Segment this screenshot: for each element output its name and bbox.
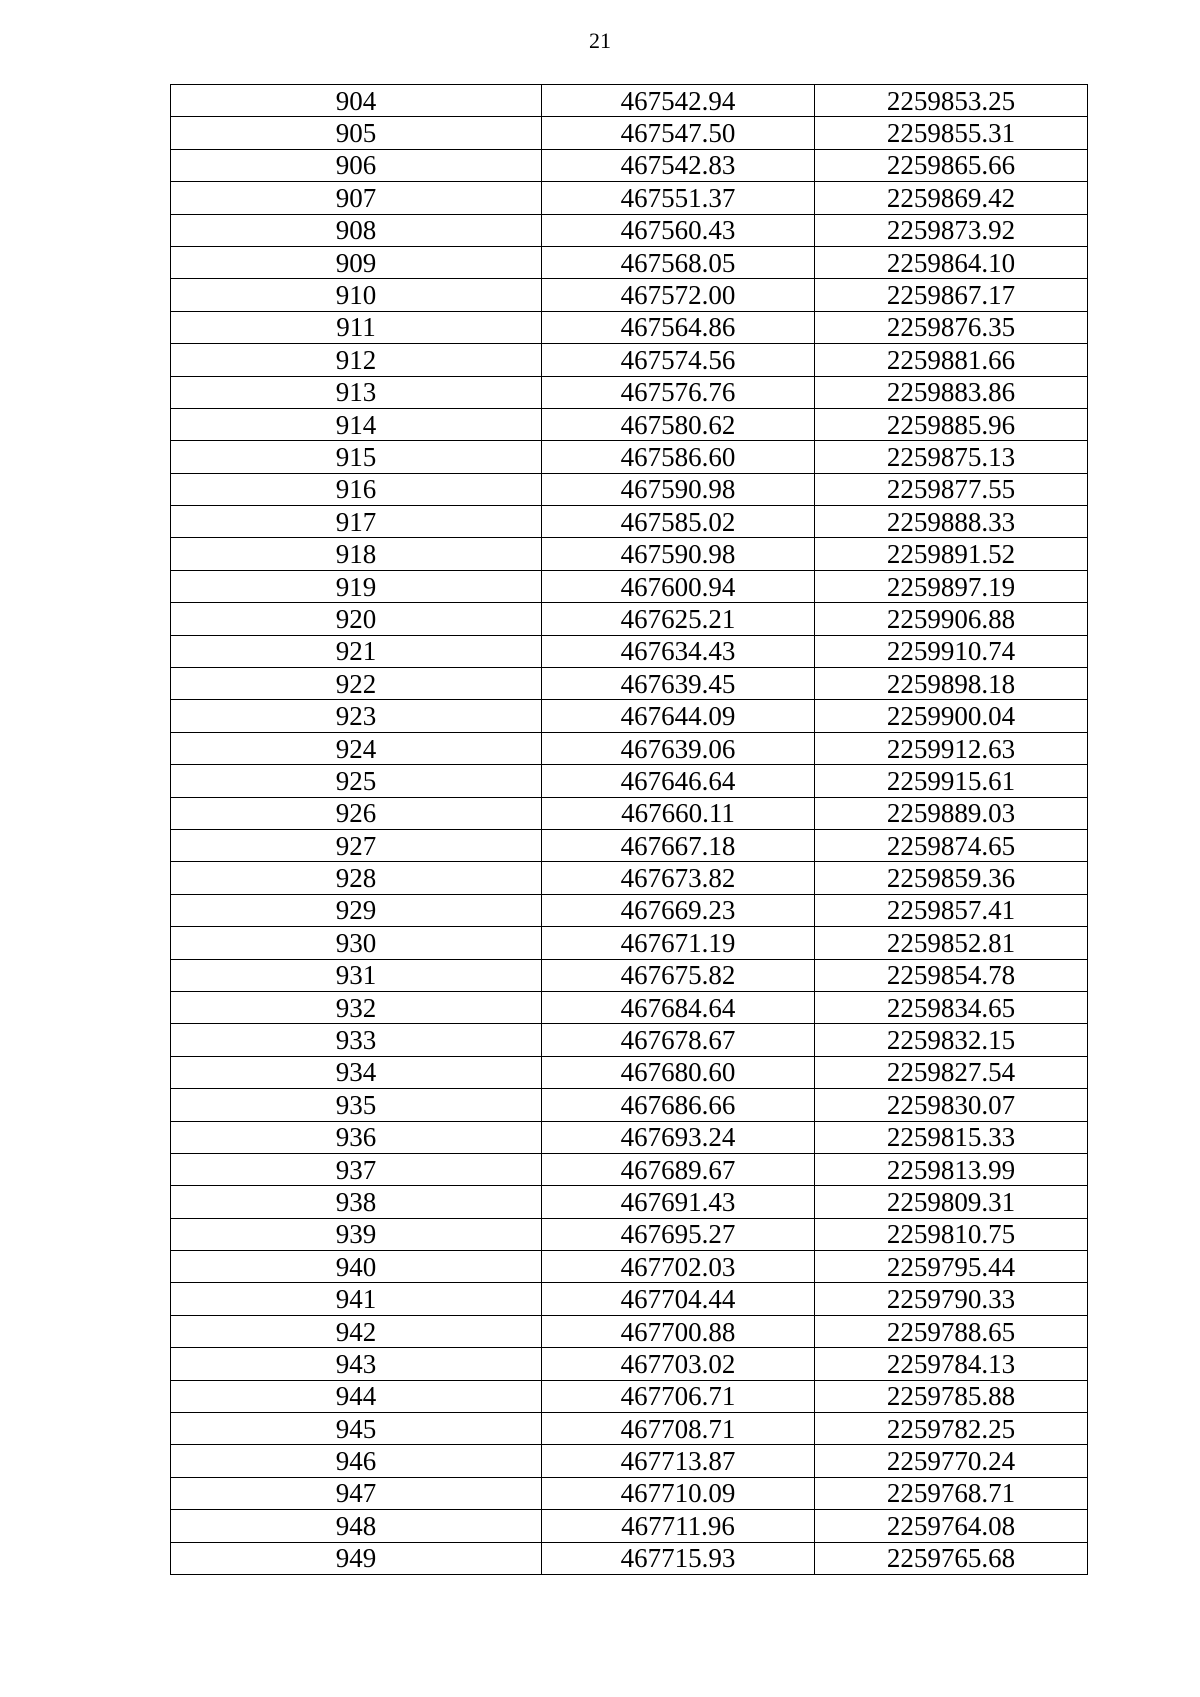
x-coordinate-cell: 467713.87 [542, 1445, 815, 1477]
table-row [171, 927, 1088, 959]
point-number-cell: 924 [171, 732, 542, 764]
point-number-cell: 907 [171, 182, 542, 214]
y-coordinate-cell: 2259764.08 [815, 1510, 1088, 1542]
x-coordinate-cell: 467703.02 [542, 1348, 815, 1380]
x-coordinate-cell: 467691.43 [542, 1186, 815, 1218]
x-coordinate-cell: 467684.64 [542, 991, 815, 1023]
x-coordinate-cell: 467590.98 [542, 538, 815, 570]
x-coordinate-cell: 467646.64 [542, 765, 815, 797]
table-row [171, 1283, 1088, 1315]
y-coordinate-cell: 2259857.41 [815, 894, 1088, 926]
x-coordinate-cell: 467667.18 [542, 829, 815, 861]
point-number-cell: 925 [171, 765, 542, 797]
point-number-cell: 920 [171, 603, 542, 635]
point-number-cell: 929 [171, 894, 542, 926]
point-number-cell: 904 [171, 85, 542, 117]
table-row [171, 570, 1088, 602]
table-row [171, 862, 1088, 894]
point-number-cell: 945 [171, 1413, 542, 1445]
x-coordinate-cell: 467693.24 [542, 1121, 815, 1153]
point-number-cell: 910 [171, 279, 542, 311]
y-coordinate-cell: 2259813.99 [815, 1153, 1088, 1185]
point-number-cell: 936 [171, 1121, 542, 1153]
y-coordinate-cell: 2259788.65 [815, 1315, 1088, 1347]
y-coordinate-cell: 2259877.55 [815, 473, 1088, 505]
point-number-cell: 934 [171, 1056, 542, 1088]
y-coordinate-cell: 2259782.25 [815, 1413, 1088, 1445]
table-row [171, 441, 1088, 473]
table-row [171, 149, 1088, 181]
y-coordinate-cell: 2259906.88 [815, 603, 1088, 635]
table-row [171, 344, 1088, 376]
x-coordinate-cell: 467708.71 [542, 1413, 815, 1445]
point-number-cell: 931 [171, 959, 542, 991]
y-coordinate-cell: 2259815.33 [815, 1121, 1088, 1153]
y-coordinate-cell: 2259770.24 [815, 1445, 1088, 1477]
table-row [171, 1251, 1088, 1283]
y-coordinate-cell: 2259915.61 [815, 765, 1088, 797]
y-coordinate-cell: 2259790.33 [815, 1283, 1088, 1315]
x-coordinate-cell: 467547.50 [542, 117, 815, 149]
point-number-cell: 915 [171, 441, 542, 473]
y-coordinate-cell: 2259864.10 [815, 246, 1088, 278]
y-coordinate-cell: 2259830.07 [815, 1089, 1088, 1121]
y-coordinate-cell: 2259832.15 [815, 1024, 1088, 1056]
table-row [171, 603, 1088, 635]
x-coordinate-cell: 467585.02 [542, 506, 815, 538]
point-number-cell: 927 [171, 829, 542, 861]
x-coordinate-cell: 467671.19 [542, 927, 815, 959]
x-coordinate-cell: 467542.83 [542, 149, 815, 181]
y-coordinate-cell: 2259912.63 [815, 732, 1088, 764]
y-coordinate-cell: 2259852.81 [815, 927, 1088, 959]
y-coordinate-cell: 2259784.13 [815, 1348, 1088, 1380]
table-row [171, 1186, 1088, 1218]
x-coordinate-cell: 467580.62 [542, 408, 815, 440]
y-coordinate-cell: 2259865.66 [815, 149, 1088, 181]
y-coordinate-cell: 2259897.19 [815, 570, 1088, 602]
x-coordinate-cell: 467711.96 [542, 1510, 815, 1542]
point-number-cell: 917 [171, 506, 542, 538]
table-row [171, 1315, 1088, 1347]
table-row [171, 732, 1088, 764]
x-coordinate-cell: 467702.03 [542, 1251, 815, 1283]
x-coordinate-cell: 467695.27 [542, 1218, 815, 1250]
point-number-cell: 941 [171, 1283, 542, 1315]
table-row [171, 1024, 1088, 1056]
point-number-cell: 922 [171, 668, 542, 700]
table-row [171, 668, 1088, 700]
x-coordinate-cell: 467706.71 [542, 1380, 815, 1412]
point-number-cell: 937 [171, 1153, 542, 1185]
table-row [171, 1348, 1088, 1380]
y-coordinate-cell: 2259827.54 [815, 1056, 1088, 1088]
point-number-cell: 911 [171, 311, 542, 343]
table-row [171, 1121, 1088, 1153]
coordinates-table [170, 84, 1088, 1575]
x-coordinate-cell: 467689.67 [542, 1153, 815, 1185]
table-row [171, 1089, 1088, 1121]
table-row [171, 538, 1088, 570]
point-number-cell: 928 [171, 862, 542, 894]
x-coordinate-cell: 467634.43 [542, 635, 815, 667]
point-number-cell: 938 [171, 1186, 542, 1218]
x-coordinate-cell: 467600.94 [542, 570, 815, 602]
y-coordinate-cell: 2259883.86 [815, 376, 1088, 408]
point-number-cell: 914 [171, 408, 542, 440]
y-coordinate-cell: 2259854.78 [815, 959, 1088, 991]
x-coordinate-cell: 467586.60 [542, 441, 815, 473]
point-number-cell: 912 [171, 344, 542, 376]
x-coordinate-cell: 467564.86 [542, 311, 815, 343]
x-coordinate-cell: 467675.82 [542, 959, 815, 991]
point-number-cell: 949 [171, 1542, 542, 1574]
x-coordinate-cell: 467542.94 [542, 85, 815, 117]
x-coordinate-cell: 467590.98 [542, 473, 815, 505]
y-coordinate-cell: 2259891.52 [815, 538, 1088, 570]
y-coordinate-cell: 2259855.31 [815, 117, 1088, 149]
y-coordinate-cell: 2259810.75 [815, 1218, 1088, 1250]
table-row [171, 797, 1088, 829]
point-number-cell: 947 [171, 1477, 542, 1509]
x-coordinate-cell: 467568.05 [542, 246, 815, 278]
y-coordinate-cell: 2259795.44 [815, 1251, 1088, 1283]
x-coordinate-cell: 467678.67 [542, 1024, 815, 1056]
x-coordinate-cell: 467644.09 [542, 700, 815, 732]
y-coordinate-cell: 2259867.17 [815, 279, 1088, 311]
point-number-cell: 923 [171, 700, 542, 732]
y-coordinate-cell: 2259881.66 [815, 344, 1088, 376]
table-row [171, 182, 1088, 214]
table-row [171, 408, 1088, 440]
point-number-cell: 926 [171, 797, 542, 829]
table-row [171, 473, 1088, 505]
y-coordinate-cell: 2259859.36 [815, 862, 1088, 894]
table-row [171, 959, 1088, 991]
x-coordinate-cell: 467680.60 [542, 1056, 815, 1088]
table-row [171, 376, 1088, 408]
point-number-cell: 940 [171, 1251, 542, 1283]
x-coordinate-cell: 467669.23 [542, 894, 815, 926]
y-coordinate-cell: 2259869.42 [815, 182, 1088, 214]
x-coordinate-cell: 467639.06 [542, 732, 815, 764]
table-row [171, 894, 1088, 926]
point-number-cell: 905 [171, 117, 542, 149]
y-coordinate-cell: 2259765.68 [815, 1542, 1088, 1574]
table-row [171, 700, 1088, 732]
point-number-cell: 948 [171, 1510, 542, 1542]
x-coordinate-cell: 467715.93 [542, 1542, 815, 1574]
y-coordinate-cell: 2259885.96 [815, 408, 1088, 440]
table-row [171, 246, 1088, 278]
point-number-cell: 916 [171, 473, 542, 505]
point-number-cell: 919 [171, 570, 542, 602]
y-coordinate-cell: 2259900.04 [815, 700, 1088, 732]
y-coordinate-cell: 2259888.33 [815, 506, 1088, 538]
table-row [171, 1056, 1088, 1088]
table-row [171, 279, 1088, 311]
point-number-cell: 932 [171, 991, 542, 1023]
point-number-cell: 918 [171, 538, 542, 570]
table-row [171, 214, 1088, 246]
point-number-cell: 930 [171, 927, 542, 959]
y-coordinate-cell: 2259910.74 [815, 635, 1088, 667]
y-coordinate-cell: 2259768.71 [815, 1477, 1088, 1509]
coordinates-table-body [171, 85, 1088, 1575]
table-row [171, 1510, 1088, 1542]
point-number-cell: 908 [171, 214, 542, 246]
point-number-cell: 935 [171, 1089, 542, 1121]
table-row [171, 117, 1088, 149]
table-row [171, 1477, 1088, 1509]
x-coordinate-cell: 467574.56 [542, 344, 815, 376]
point-number-cell: 944 [171, 1380, 542, 1412]
x-coordinate-cell: 467576.76 [542, 376, 815, 408]
point-number-cell: 946 [171, 1445, 542, 1477]
y-coordinate-cell: 2259898.18 [815, 668, 1088, 700]
y-coordinate-cell: 2259875.13 [815, 441, 1088, 473]
table-row [171, 1445, 1088, 1477]
table-row [171, 635, 1088, 667]
point-number-cell: 909 [171, 246, 542, 278]
x-coordinate-cell: 467625.21 [542, 603, 815, 635]
y-coordinate-cell: 2259874.65 [815, 829, 1088, 861]
x-coordinate-cell: 467551.37 [542, 182, 815, 214]
x-coordinate-cell: 467560.43 [542, 214, 815, 246]
point-number-cell: 942 [171, 1315, 542, 1347]
y-coordinate-cell: 2259889.03 [815, 797, 1088, 829]
table-row [171, 829, 1088, 861]
y-coordinate-cell: 2259834.65 [815, 991, 1088, 1023]
table-row [171, 85, 1088, 117]
page-number: 21 [589, 28, 611, 53]
table-row [171, 506, 1088, 538]
x-coordinate-cell: 467572.00 [542, 279, 815, 311]
table-row [171, 311, 1088, 343]
table-row [171, 1153, 1088, 1185]
table-row [171, 1380, 1088, 1412]
y-coordinate-cell: 2259853.25 [815, 85, 1088, 117]
y-coordinate-cell: 2259873.92 [815, 214, 1088, 246]
table-row [171, 991, 1088, 1023]
point-number-cell: 943 [171, 1348, 542, 1380]
y-coordinate-cell: 2259876.35 [815, 311, 1088, 343]
point-number-cell: 933 [171, 1024, 542, 1056]
x-coordinate-cell: 467660.11 [542, 797, 815, 829]
y-coordinate-cell: 2259809.31 [815, 1186, 1088, 1218]
y-coordinate-cell: 2259785.88 [815, 1380, 1088, 1412]
table-row [171, 1542, 1088, 1574]
x-coordinate-cell: 467710.09 [542, 1477, 815, 1509]
point-number-cell: 913 [171, 376, 542, 408]
x-coordinate-cell: 467673.82 [542, 862, 815, 894]
x-coordinate-cell: 467704.44 [542, 1283, 815, 1315]
x-coordinate-cell: 467686.66 [542, 1089, 815, 1121]
x-coordinate-cell: 467639.45 [542, 668, 815, 700]
point-number-cell: 939 [171, 1218, 542, 1250]
table-row [171, 765, 1088, 797]
table-row [171, 1218, 1088, 1250]
point-number-cell: 906 [171, 149, 542, 181]
table-row [171, 1413, 1088, 1445]
x-coordinate-cell: 467700.88 [542, 1315, 815, 1347]
point-number-cell: 921 [171, 635, 542, 667]
